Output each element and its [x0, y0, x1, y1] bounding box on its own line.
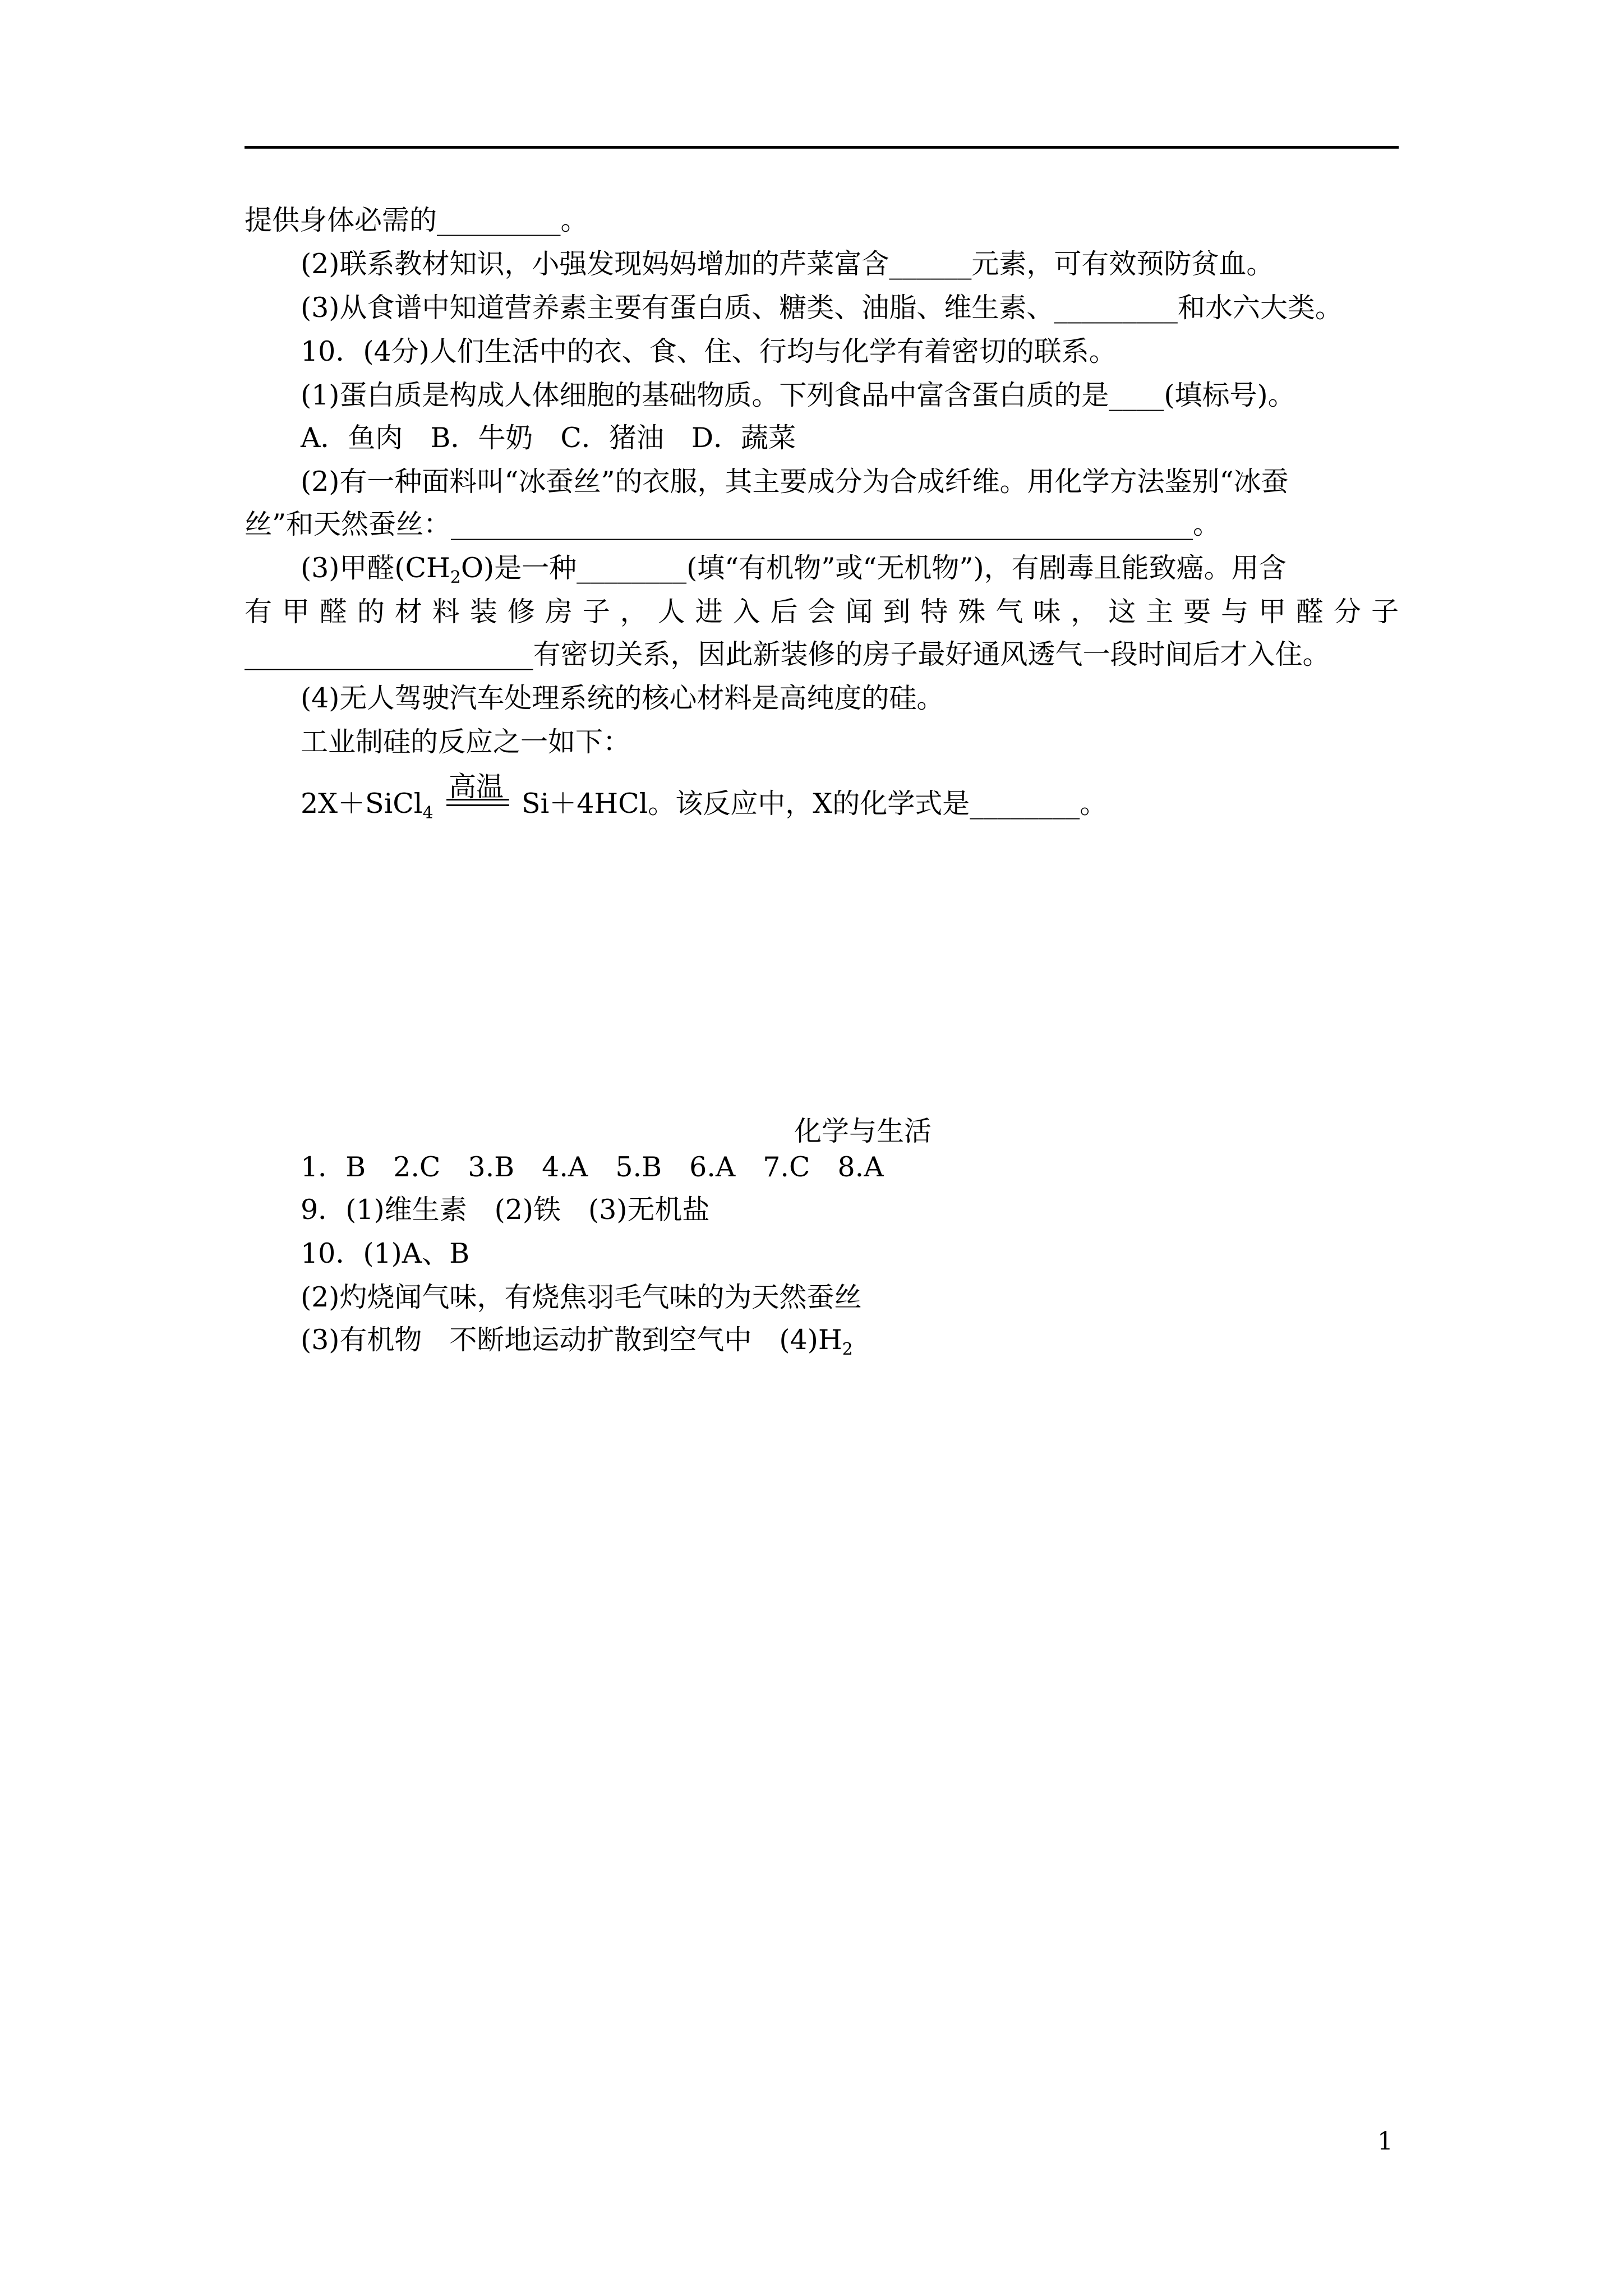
reaction-right: Si＋4HCl。该反应中，X的化学式是________。 — [522, 788, 1108, 820]
q9-line1: 提供身体必需的_________。 — [245, 204, 588, 236]
reaction-left-text: 2X＋SiCl — [301, 788, 423, 820]
reaction-bar-bottom — [446, 804, 509, 806]
q10-sub4: (4)无人驾驶汽车处理系统的核心材料是高纯度的硅。 — [301, 682, 944, 714]
answers-title: 化学与生活 — [794, 1115, 932, 1147]
reaction-bar-top — [446, 799, 509, 800]
answers-mc: 1．B 2.C 3.B 4.A 5.B 6.A 7.C 8.A — [301, 1151, 884, 1183]
q10-sub3-text-b: O)是一种________(填“有机物”或“无机物”)，有剧毒且能致癌。用含 — [460, 552, 1287, 584]
q10-header: 10．(4分)人们生活中的衣、食、住、行均与化学有着密切的联系。 — [301, 335, 1117, 367]
q10-options: A．鱼肉 B．牛奶 C．猪油 D．蔬菜 — [301, 422, 796, 454]
answers-q10-2: (2)灼烧闻气味，有烧焦羽毛气味的为天然蚕丝 — [301, 1281, 862, 1313]
q10-sub3-text-a: (3)甲醛(CH — [301, 552, 450, 584]
answers-q10-3-subscript: 2 — [842, 1340, 853, 1359]
reaction-condition: 高温 — [449, 771, 504, 803]
q10-sub3-line1 — [301, 554, 1287, 586]
header-rule — [245, 146, 1399, 149]
reaction-left — [301, 790, 434, 822]
reaction-intro: 工业制硅的反应之一如下： — [301, 726, 631, 758]
page-number: 1 — [1377, 2127, 1393, 2156]
answers-q10-3-text: (3)有机物 不断地运动扩散到空气中 (4)H — [301, 1324, 842, 1356]
q9-sub2: (2)联系教材知识，小强发现妈妈增加的芹菜富含______元素，可有效预防贫血。 — [301, 248, 1274, 280]
q10-sub3-subscript: 2 — [450, 568, 461, 587]
answers-q10-1: 10．(1)A、B — [301, 1237, 470, 1269]
q10-sub3-line2: 有甲醛的材料装修房子，人进入后会闻到特殊气味，这主要与甲醛分子 — [245, 596, 1399, 628]
q9-sub3: (3)从食谱中知道营养素主要有蛋白质、糖类、油脂、维生素、_________和水六大类。 — [301, 292, 1343, 324]
answers-q9: 9．(1)维生素 (2)铁 (3)无机盐 — [301, 1194, 710, 1226]
answers-q10-3 — [301, 1326, 853, 1358]
q10-sub3-line3: _____________________有密切关系，因此新装修的房子最好通风透气一段时间后才入住。 — [245, 638, 1330, 670]
q10-sub2-line2: 丝”和天然蚕丝：______________________________________________________。 — [245, 508, 1221, 540]
q10-sub2-line1: (2)有一种面料叫“冰蚕丝”的衣服，其主要成分为合成纤维。用化学方法鉴别“冰蚕 — [301, 466, 1289, 498]
q10-sub1: (1)蛋白质是构成人体细胞的基础物质。下列食品中富含蛋白质的是____(填标号)。 — [301, 379, 1295, 411]
reaction-left-subscript: 4 — [422, 803, 434, 823]
